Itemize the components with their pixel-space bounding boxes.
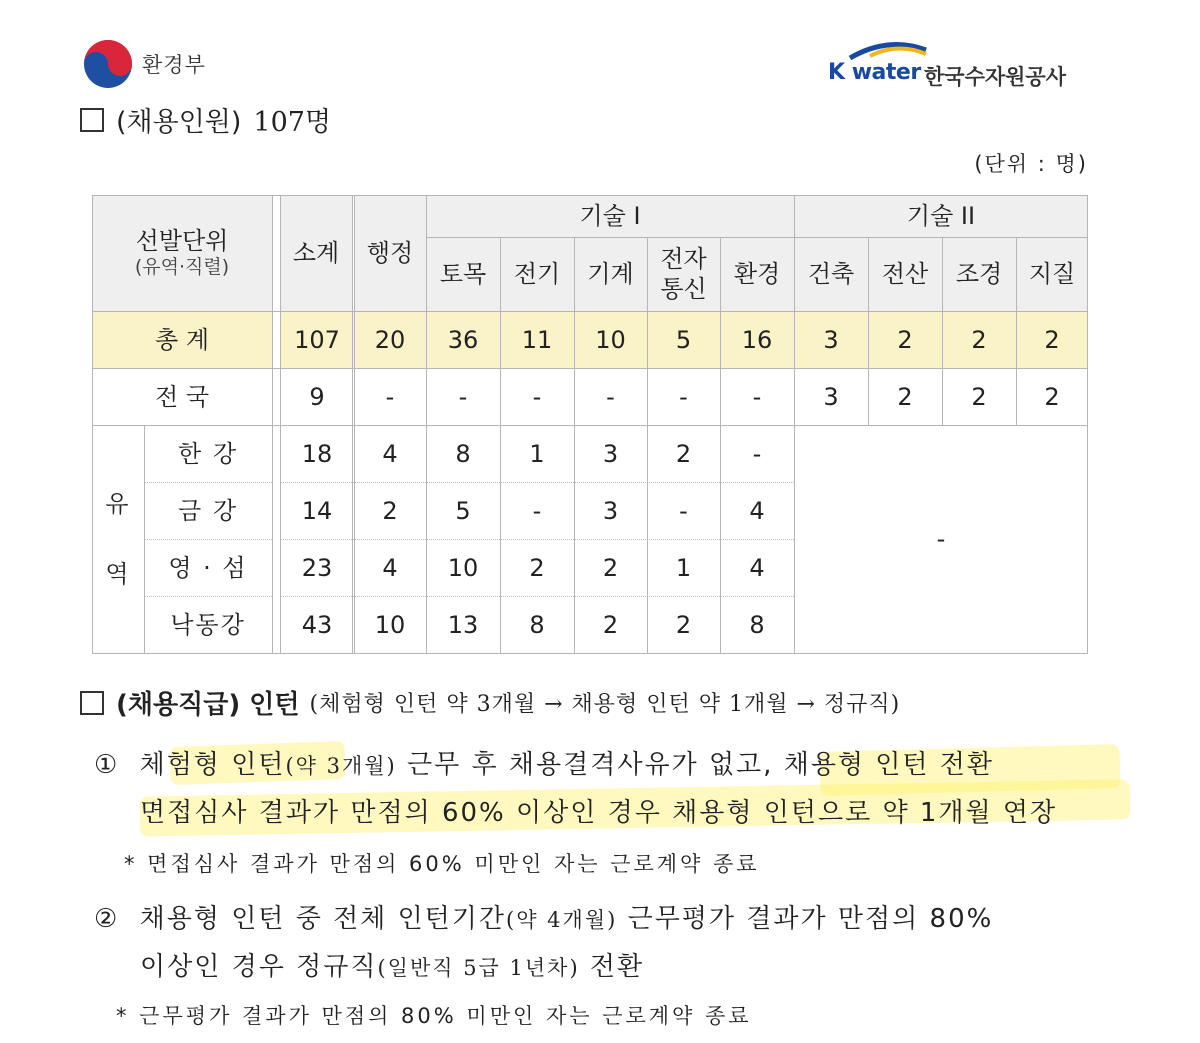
header-unit-label: 선발단위 bbox=[135, 227, 229, 256]
total-row-cell: 3 bbox=[794, 311, 868, 368]
region-row-cell: 8 bbox=[455, 439, 471, 468]
region-tech2-merged-cell: - bbox=[936, 525, 946, 553]
grid-line bbox=[92, 195, 1088, 196]
item1-line1-c: 근무 후 채용결격사유가 없고, 채용형 인턴 전환 bbox=[396, 750, 995, 780]
region-row-cell: 23 bbox=[301, 553, 333, 582]
item2-line2 bbox=[140, 946, 644, 983]
header-subcol-8 bbox=[942, 237, 1016, 311]
region-group-char-1: 유 bbox=[105, 490, 129, 518]
national-row-cell: 2 bbox=[897, 382, 913, 411]
header-subcol-text: 전기 bbox=[513, 260, 561, 288]
grid-line bbox=[574, 237, 575, 653]
region-row-cell: 1 bbox=[675, 553, 692, 582]
item2-line1-a: 채용형 인턴 중 전체 인턴기간 bbox=[139, 904, 507, 934]
header-subcol-text: 지질 bbox=[1028, 260, 1076, 288]
grid-line bbox=[1016, 237, 1017, 425]
grid-line bbox=[144, 425, 145, 653]
item1-note: * 면접심사 결과가 만점의 60% 미만인 자는 근로계약 종료 bbox=[124, 852, 760, 876]
header-tech1: 기술 I bbox=[426, 195, 794, 237]
header-subcol-text: 환경 bbox=[733, 260, 781, 288]
item1-line1-a: 체험형 인턴 bbox=[139, 750, 286, 780]
national-row-label: 전 국 bbox=[155, 382, 209, 411]
grid-line bbox=[92, 368, 1088, 369]
item1-line2: 면접심사 결과가 만점의 60% 이상인 경우 채용형 인턴으로 약 1개월 연장 bbox=[140, 798, 1058, 828]
region-row-cell: 2 bbox=[529, 553, 545, 582]
header-subcol-1 bbox=[426, 237, 500, 311]
grid-line bbox=[272, 195, 273, 653]
grid-line bbox=[647, 237, 648, 653]
grid-line bbox=[868, 237, 869, 425]
item2-note: * 근무평가 결과가 만점의 80% 미만인 자는 근로계약 종료 bbox=[116, 1004, 752, 1028]
kwater-wave-icon bbox=[848, 40, 928, 60]
total-row-cell: 36 bbox=[426, 311, 500, 368]
grid-line bbox=[500, 237, 501, 653]
item1-line1 bbox=[94, 744, 994, 781]
region-row-cell: 13 bbox=[447, 610, 479, 639]
recruit-table bbox=[92, 195, 1088, 653]
header-subcol-text: 건축 bbox=[807, 260, 855, 288]
region-row-cell: 3 bbox=[602, 439, 619, 468]
national-row-cell: 2 bbox=[1044, 382, 1060, 411]
item2-line1-c: 근무평가 결과가 만점의 80% bbox=[617, 904, 994, 934]
header-subcol-text: 전자 bbox=[660, 245, 707, 273]
grid-line bbox=[720, 237, 721, 653]
grid-dotted-line bbox=[280, 539, 794, 540]
unit-label: (단위 : 명) bbox=[974, 152, 1088, 176]
item2-line2-a: 이상인 경우 정규직 bbox=[140, 952, 378, 982]
grid-line bbox=[92, 425, 1088, 426]
section-recruit-count bbox=[80, 100, 331, 139]
total-row-cell: 2 bbox=[1016, 311, 1088, 368]
national-row-cell: 9 bbox=[309, 382, 325, 411]
grid-dotted-line bbox=[144, 596, 272, 597]
section2-label: (채용직급) 인턴 bbox=[116, 690, 300, 720]
ministry-name: 환경부 bbox=[142, 53, 206, 77]
header-subcol-7 bbox=[868, 237, 942, 311]
header-subcol-3 bbox=[574, 237, 647, 311]
total-row-cell: 2 bbox=[942, 311, 1016, 368]
grid-dotted-line bbox=[280, 482, 794, 483]
national-row-cell: - bbox=[679, 382, 688, 411]
total-row-cell: 5 bbox=[647, 311, 720, 368]
region-row-cell: 4 bbox=[749, 496, 765, 525]
total-row-cell: 107 bbox=[280, 311, 354, 368]
item2-line1 bbox=[94, 898, 993, 935]
region-row-label: 영 · 섬 bbox=[168, 553, 248, 582]
region-row-cell: 2 bbox=[382, 496, 398, 525]
section2-detail: (체험형 인턴 약 3개월 → 채용형 인턴 약 1개월 → 정규직) bbox=[309, 692, 901, 717]
region-group-char-2: 역 bbox=[105, 560, 129, 588]
region-row-cell: 10 bbox=[447, 553, 479, 582]
header-subcol-9 bbox=[1016, 237, 1088, 311]
grid-line bbox=[92, 311, 1088, 312]
region-row-cell: 8 bbox=[529, 610, 545, 639]
header-tech2: 기술 II bbox=[794, 195, 1088, 237]
total-row-cell: 11 bbox=[500, 311, 574, 368]
region-row-cell: - bbox=[679, 496, 688, 525]
national-row-cell: - bbox=[385, 382, 395, 411]
section1-label: (채용인원) bbox=[116, 107, 242, 138]
region-row-cell: 4 bbox=[749, 553, 765, 582]
region-row-cell: 10 bbox=[374, 610, 406, 639]
kwater-logo bbox=[828, 40, 1088, 90]
header-unit bbox=[92, 195, 272, 311]
header-subcol-5 bbox=[720, 237, 794, 311]
region-row-cell: 18 bbox=[301, 439, 333, 468]
grid-line bbox=[92, 653, 1088, 654]
national-row-cell: - bbox=[532, 382, 542, 411]
region-row-label: 낙동강 bbox=[170, 610, 246, 639]
grid-line bbox=[280, 195, 281, 653]
square-bullet-icon bbox=[80, 108, 104, 132]
total-row-cell: 16 bbox=[720, 311, 794, 368]
region-row-cell: 1 bbox=[529, 439, 545, 468]
region-row-label: 한 강 bbox=[178, 439, 238, 468]
section1-value: 107명 bbox=[253, 107, 332, 138]
region-row-cell: 5 bbox=[455, 496, 471, 525]
total-row-cell: 10 bbox=[574, 311, 647, 368]
national-row-cell: 2 bbox=[971, 382, 987, 411]
grid-line bbox=[794, 195, 795, 653]
section-position-grade bbox=[80, 684, 900, 721]
kwater-brand: K water bbox=[828, 60, 921, 85]
header-subcol-text: 기계 bbox=[587, 260, 634, 288]
header-subtotal: 소계 bbox=[280, 195, 352, 311]
grid-line bbox=[352, 195, 353, 653]
taegeuk-emblem-icon bbox=[82, 38, 134, 90]
item2-line2-c: 전환 bbox=[579, 952, 645, 982]
region-row-cell: - bbox=[532, 496, 542, 525]
region-row-cell: 2 bbox=[602, 553, 619, 582]
grid-dotted-line bbox=[280, 596, 794, 597]
region-row-cell: 4 bbox=[382, 439, 398, 468]
national-row-cell: - bbox=[606, 382, 615, 411]
region-group-label bbox=[92, 425, 142, 653]
header-subcol-4 bbox=[647, 237, 720, 311]
item2-line2-b: (일반직 5급 1년차) bbox=[377, 956, 580, 980]
grid-line bbox=[354, 195, 355, 653]
header-subcol-text: 토목 bbox=[439, 260, 487, 288]
grid-line bbox=[1087, 195, 1088, 653]
header-unit-sub: (유역·직렬) bbox=[134, 256, 230, 279]
ministry-of-environment-logo bbox=[82, 38, 206, 90]
item2-number: ② bbox=[94, 904, 120, 934]
item1-line1-b: (약 3개월) bbox=[285, 754, 397, 778]
region-row-cell: 43 bbox=[301, 610, 333, 639]
region-row-cell: 4 bbox=[382, 553, 398, 582]
grid-line bbox=[426, 195, 427, 653]
item1-number: ① bbox=[94, 750, 120, 780]
region-row-cell: 14 bbox=[301, 496, 333, 525]
region-row-cell: 2 bbox=[675, 610, 692, 639]
national-row-cell: - bbox=[752, 382, 762, 411]
region-row-cell: 8 bbox=[749, 610, 765, 639]
national-row-cell: - bbox=[458, 382, 468, 411]
region-row-cell: 2 bbox=[675, 439, 692, 468]
header-subcol-text: 조경 bbox=[955, 260, 1003, 288]
grid-dotted-line bbox=[144, 482, 272, 483]
grid-dotted-line bbox=[144, 539, 272, 540]
national-row-cell: 3 bbox=[823, 382, 839, 411]
header-subcol-2 bbox=[500, 237, 574, 311]
square-bullet-icon bbox=[80, 691, 104, 715]
total-row-cell: 2 bbox=[868, 311, 942, 368]
header-admin: 행정 bbox=[354, 195, 426, 311]
kwater-org-name: 한국수자원공사 bbox=[924, 65, 1067, 89]
header-subcol-text: 전산 bbox=[881, 260, 929, 288]
total-row-label: 총 계 bbox=[92, 311, 272, 368]
grid-line bbox=[426, 237, 1088, 238]
header-subcol-text: 통신 bbox=[660, 275, 707, 303]
region-row-cell: 3 bbox=[602, 496, 619, 525]
region-row-cell: - bbox=[752, 439, 762, 468]
total-row-cell: 20 bbox=[354, 311, 426, 368]
grid-line bbox=[92, 195, 93, 653]
header-subcol-6 bbox=[794, 237, 868, 311]
region-row-label: 금 강 bbox=[178, 496, 238, 525]
item2-line1-b: (약 4개월) bbox=[506, 908, 618, 932]
region-row-cell: 2 bbox=[602, 610, 619, 639]
grid-line bbox=[942, 237, 943, 425]
